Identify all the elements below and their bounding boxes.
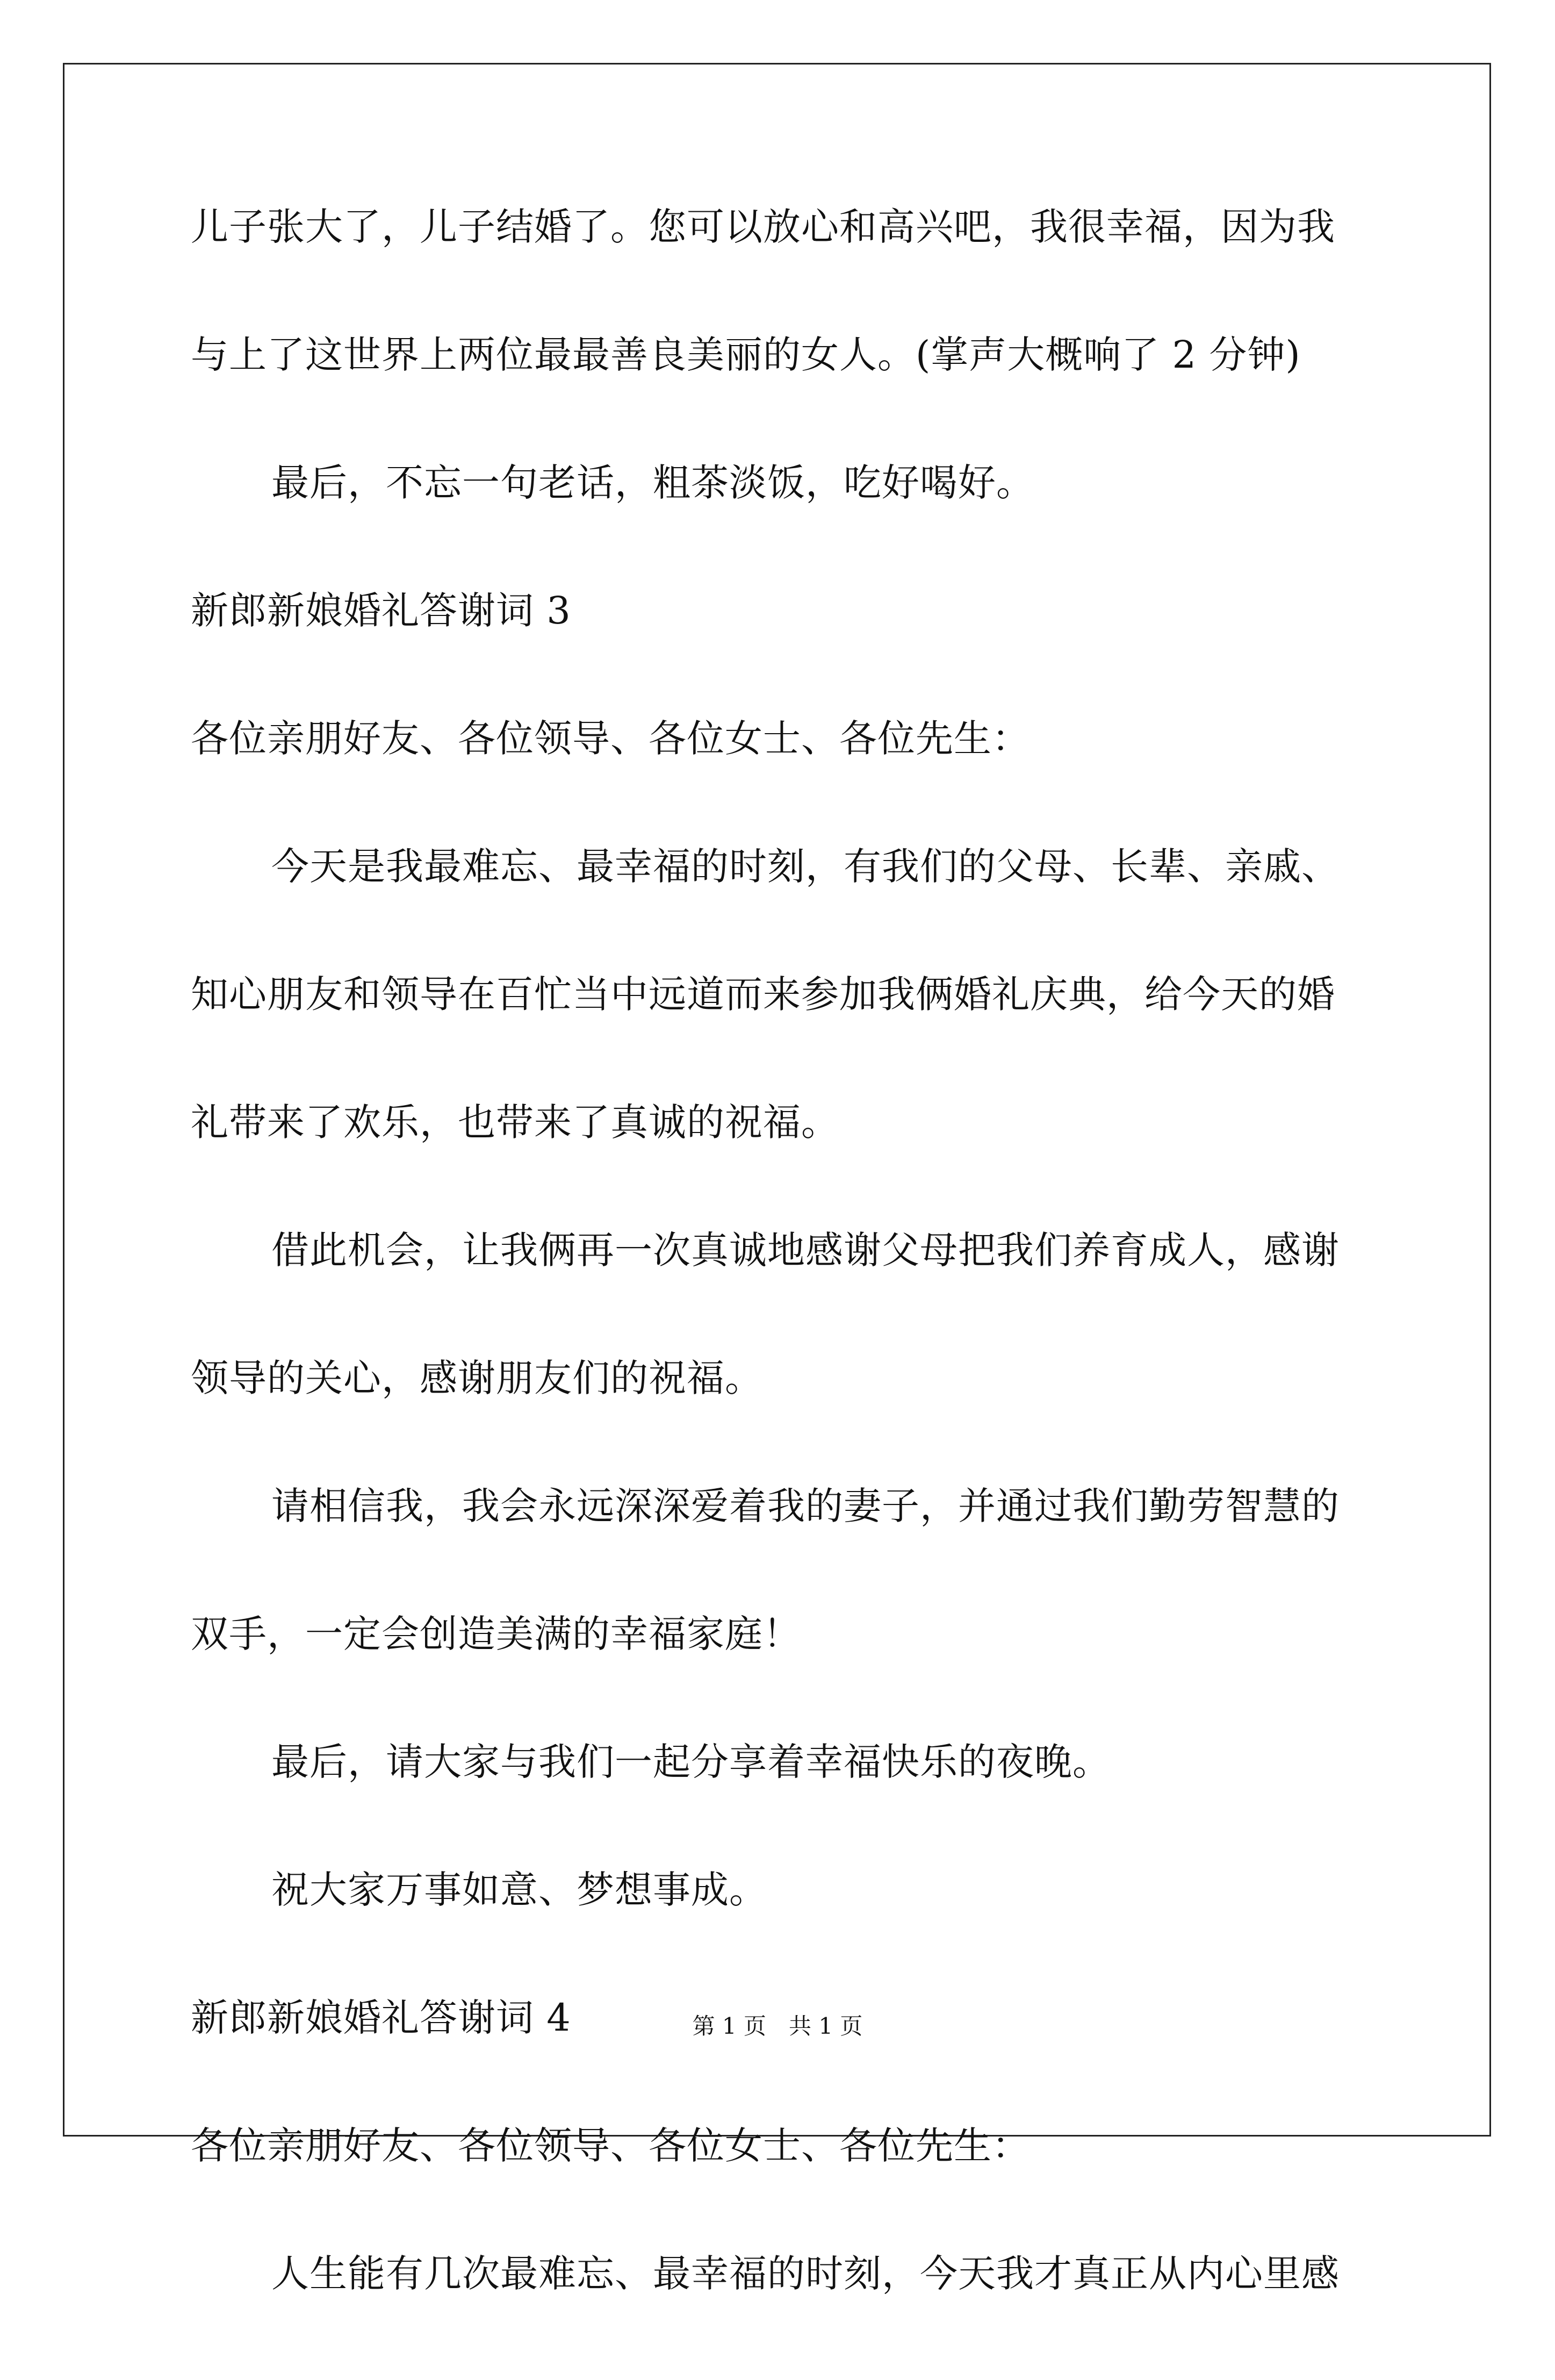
document-body [191,205,1373,2380]
text-line-13: 最后，请大家与我们一起分享着幸福快乐的夜晚。 [271,1740,1111,1784]
section-heading-3: 新郎新娘婚礼答谢词 3 [191,589,571,633]
text-line-7: 知心朋友和领导在百忙当中远道而来参加我俩婚礼庆典，给今天的婚 [191,972,1335,1016]
text-line-8: 礼带来了欢乐，也带来了真诚的祝福。 [191,1100,839,1144]
text-line-17: 人生能有几次最难忘、最幸福的时刻，今天我才真正从内心里感 [271,2252,1340,2296]
text-line-6: 今天是我最难忘、最幸福的时刻，有我们的父母、长辈、亲戚、 [271,844,1340,888]
text-line-11: 请相信我，我会永远深深爱着我的妻子，并通过我们勤劳智慧的 [271,1484,1340,1528]
section-heading-4: 新郎新娘婚礼答谢词 4 [191,1996,571,2040]
text-line-3: 最后，不忘一句老话，粗茶淡饭，吃好喝好。 [271,461,1034,505]
text-line-14: 祝大家万事如意、梦想事成。 [271,1868,767,1912]
text-line-2: 与上了这世界上两位最最善良美丽的女人。(掌声大概响了 2 分钟) [191,333,1301,377]
salutation-3: 各位亲朋好友、各位领导、各位女士、各位先生： [191,716,1030,761]
salutation-4: 各位亲朋好友、各位领导、各位女士、各位先生： [191,2124,1030,2168]
text-line-1: 儿子张大了，儿子结婚了。您可以放心和高兴吧，我很幸福，因为我 [191,205,1335,249]
text-line-12: 双手，一定会创造美满的幸福家庭！ [191,1612,801,1656]
text-line-10: 领导的关心，感谢朋友们的祝福。 [191,1356,763,1400]
text-line-9: 借此机会，让我俩再一次真诚地感谢父母把我们养育成人，感谢 [271,1228,1340,1272]
page-number-footer: 第 1 页 共 1 页 [692,2013,863,2039]
